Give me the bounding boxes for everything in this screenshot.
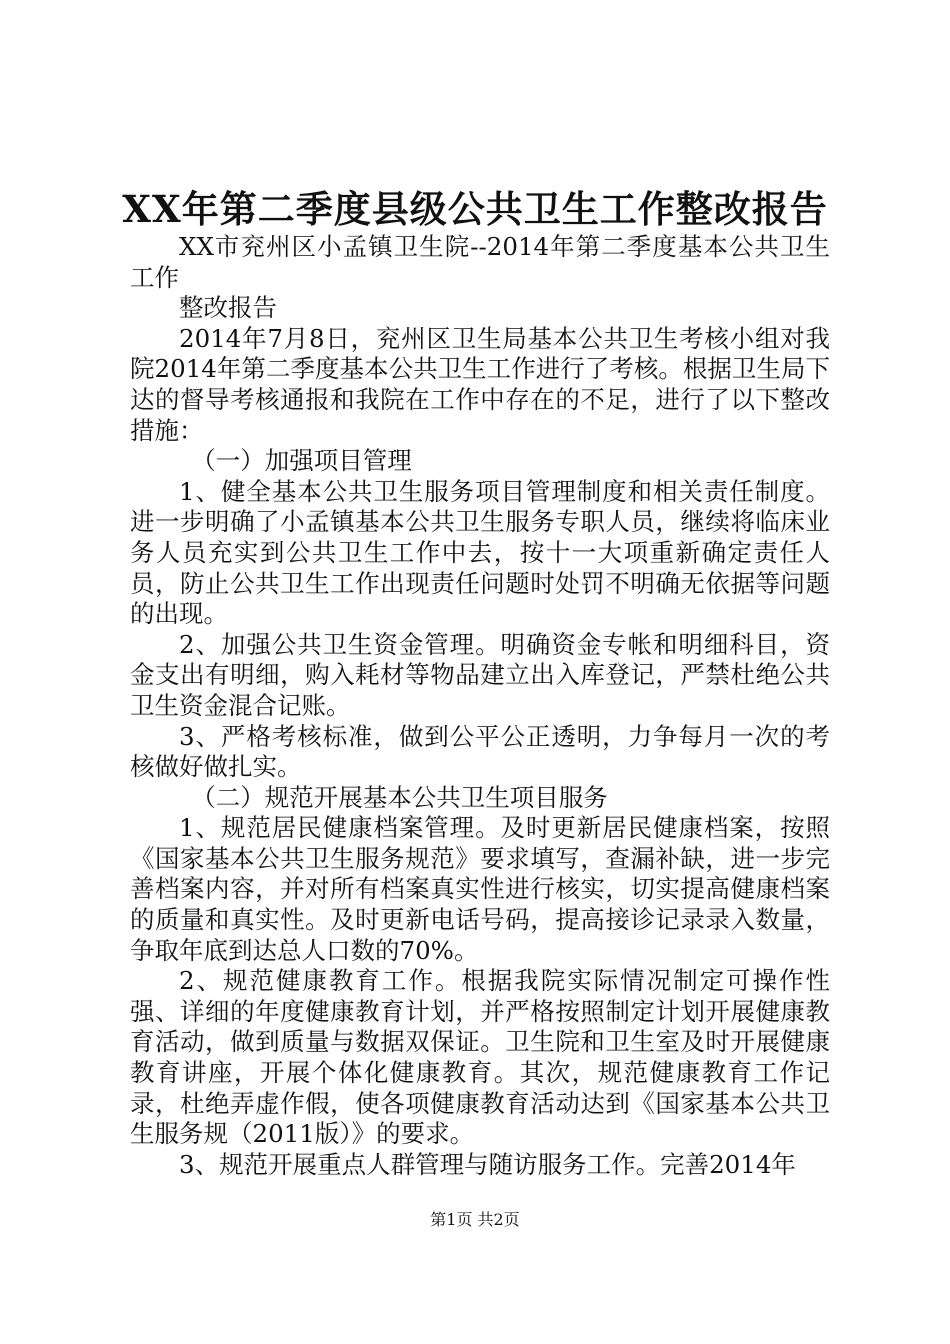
paragraph-item: 2、加强公共卫生资金管理。明确资金专帐和明细科目，资金支出有明细，购入耗材等物品建立出入库登记，严禁杜绝公共卫生资金混合记账。 (130, 629, 830, 720)
paragraph-item: 3、严格考核标准，做到公平公正透明，力争每月一次的考核做好做扎实。 (130, 721, 830, 782)
paragraph-subtitle: XX市兖州区小孟镇卫生院--2014年第二季度基本公共卫生工作 (130, 232, 830, 292)
paragraph-item: 2、规范健康教育工作。根据我院实际情况制定可操作性强、详细的年度健康教育计划，并严格按照制定计划开展健康教育活动，做到质量与数据双保证。卫生院和卫生室及时开展健康教育讲座，开展个体化健康教育。其次，规范健康教育工作记录，杜绝弄虚作假，使各项健康教育活动达到《国家基本公共卫生服务规（2011版）》的要求。 (130, 966, 830, 1149)
document-title: XX年第二季度县级公共卫生工作整改报告 (122, 187, 828, 231)
document-body (130, 232, 830, 1180)
section-heading-2: （二）规范开展基本公共卫生项目服务 (191, 782, 608, 812)
paragraph-item: 3、规范开展重点人群管理与随访服务工作。完善2014年 (179, 1149, 796, 1179)
paragraph-item: 1、规范居民健康档案管理。及时更新居民健康档案，按照《国家基本公共卫生服务规范》要求填写，查漏补缺，进一步完善档案内容，并对所有档案真实性进行核实，切实提高健康档案的质量和真实性。及时更新电话号码，提高接诊记录录入数量，争取年底到达总人口数的70%。 (130, 813, 830, 965)
paragraph-intro: 2014年7月8日，兖州区卫生局基本公共卫生考核小组对我院2014年第二季度基本公共卫生工作进行了考核。根据卫生局下达的督导考核通报和我院在工作中存在的不足，进行了以下整改措施： (130, 323, 830, 445)
section-heading-1: （一）加强项目管理 (191, 446, 412, 476)
paragraph-subtitle-2: 整改报告 (179, 293, 277, 323)
page-number-footer: 第1页 共2页 (430, 1210, 520, 1229)
paragraph-item: 1、健全基本公共卫生服务项目管理制度和相关责任制度。进一步明确了小孟镇基本公共卫生服务专职人员，继续将临床业务人员充实到公共卫生工作中去，按十一大项重新确定责任人员，防止公共卫生工作出现责任问题时处罚不明确无依据等问题的出现。 (130, 476, 830, 629)
